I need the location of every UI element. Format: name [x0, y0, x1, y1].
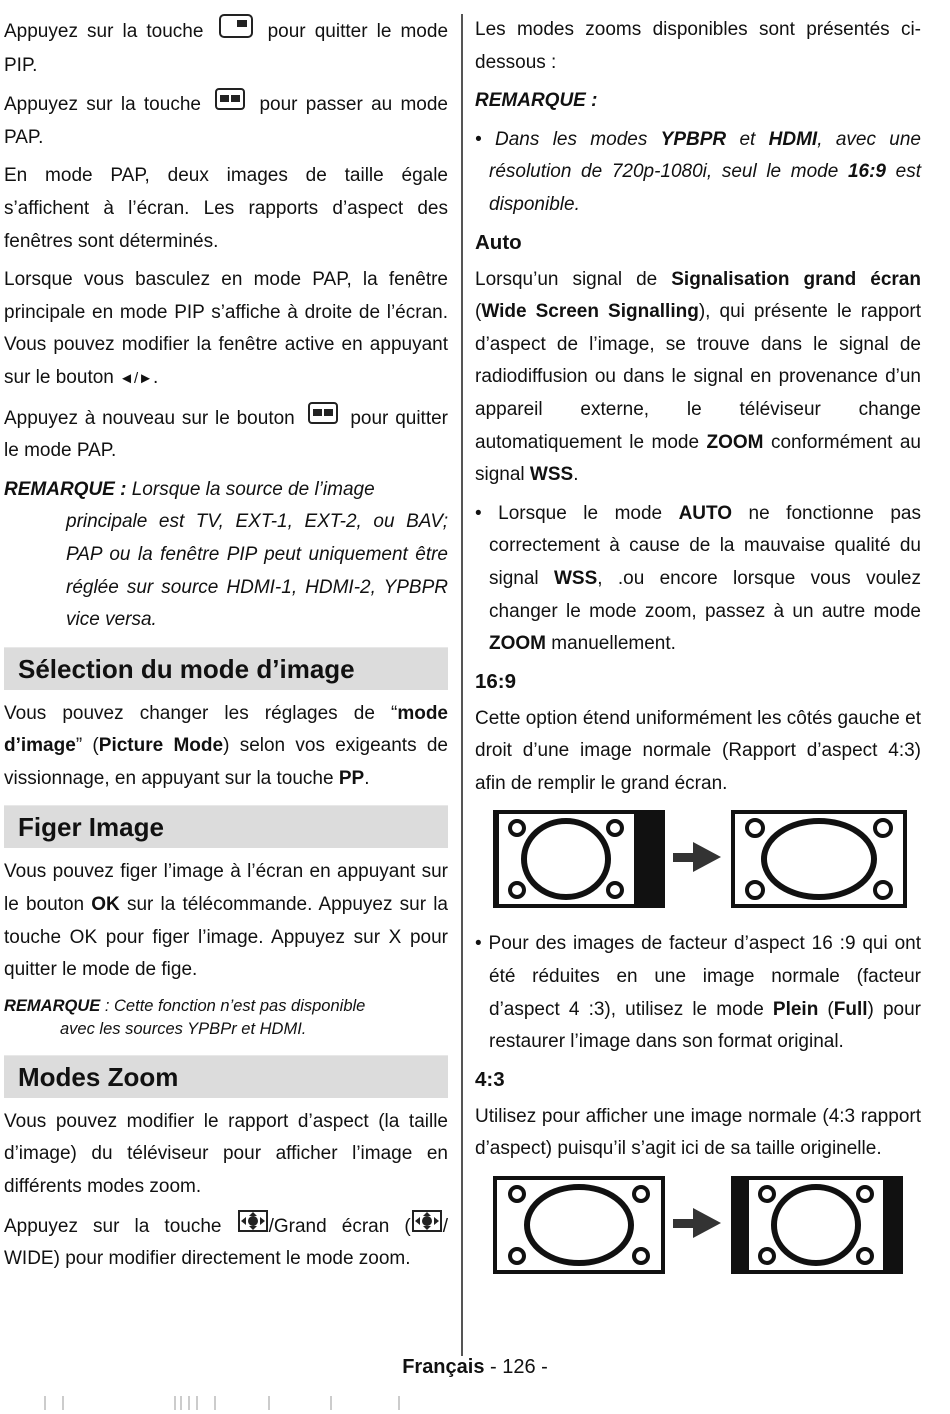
left-right-arrows-icon: ◄/►	[119, 369, 154, 387]
pap-paragraph: Appuyez sur la touche pour passer au mode PAP.	[4, 88, 448, 154]
right-column	[475, 14, 921, 1294]
section-heading-picture-mode: Sélection du mode d’image	[4, 647, 448, 690]
pap-remark: REMARQUE : Lorsque la source de l’image principale est TV, EXT-1, EXT-2, ou BAV; PAP ou la fenêtre PIP peut uniquement être réglée sur source HDMI-1, HDMI-2, YPBPR vice versa.	[4, 478, 448, 631]
picture-mode-paragraph: Vous pouvez changer les réglages de “mode d’image” (Picture Mode) selon vos exigeants de vissionnage, en appuyant sur la touche PP.	[4, 702, 448, 789]
zoom-4-3-illustration	[493, 1176, 921, 1276]
zoom-intro: Les modes zooms disponibles sont présentés ci-dessous :	[475, 19, 921, 73]
pap-button-icon	[215, 88, 245, 122]
zoom-remark-bullet: • Dans les modes YPBPR et HDMI, avec une résolution de 720p-1080i, seul le mode 16:9 est disponible.	[475, 128, 921, 215]
pap-button-icon	[308, 402, 338, 436]
section-heading-zoom: Modes Zoom	[4, 1055, 448, 1098]
column-divider	[461, 14, 463, 1356]
section-heading-freeze: Figer Image	[4, 805, 448, 848]
wide-button-icon	[412, 1210, 442, 1244]
pap-exit-paragraph: Appuyez à nouveau sur le bouton pour quitter le mode PAP.	[4, 402, 448, 468]
zoom-16-9-illustration	[493, 810, 921, 910]
pip-button-icon	[219, 14, 253, 50]
zoom-button-paragraph: Appuyez sur la touche /Grand écran ( / WIDE) pour modifier directement le mode zoom.	[4, 1210, 448, 1276]
auto-paragraph: Lorsqu’un signal de Signalisation grand écran (Wide Screen Signalling), qui présente le rapport d’aspect de l’image, se trouve dans le signal de radiodiffusion ou dans le signal en provenance d’un appareil externe, le téléviseur change automatiquement le mode ZOOM conformément au signal WSS.	[475, 268, 922, 486]
4-3-paragraph: Utilisez pour afficher une image normale (4:3 rapport d’aspect) puisqu’il s’agit ici de sa taille originelle.	[475, 1105, 921, 1160]
auto-bullet: • Lorsque le mode AUTO ne fonctionne pas correctement à cause de la mauvaise qualité du signal WSS, .ou encore lorsque vous voulez changer le mode zoom, passez à un autre mode ZOOM manuellement.	[475, 502, 921, 655]
subheading-4-3: 4:3	[475, 1067, 505, 1091]
subheading-auto: Auto	[475, 230, 522, 254]
left-column	[4, 14, 448, 1282]
16-9-paragraph: Cette option étend uniformément les côtés gauche et droit d’une image normale (Rapport d’aspect 4:3) afin de remplir le grand écran.	[475, 707, 921, 794]
subheading-16-9: 16:9	[475, 669, 517, 693]
freeze-remark: REMARQUE : Cette fonction n’est pas disponible avec les sources YPBPr et HDMI.	[4, 996, 366, 1038]
scan-edge-marks	[0, 1396, 950, 1412]
wide-button-icon	[238, 1210, 268, 1244]
pap-switch-paragraph: Lorsque vous basculez en mode PAP, la fenêtre principale en mode PIP s’affiche à droite de l’écran. Vous pouvez modifier la fenêtre active en appuyant sur le bouton ◄/►.	[4, 269, 448, 388]
freeze-paragraph: Vous pouvez figer l’image à l’écran en appuyant sur le bouton OK sur la télécommande. Appuyez sur la touche OK pour figer l’image. Appuyez sur X pour quitter le mode de fige.	[4, 861, 448, 981]
page-footer: Français - 126 -	[402, 1356, 548, 1378]
pip-paragraph: Appuyez sur la touche pour quitter le mode PIP.	[4, 14, 448, 82]
pap-description: En mode PAP, deux images de taille égale s’affichent à l’écran. Les rapports d’aspect des fenêtres sont déterminés.	[4, 165, 448, 252]
zoom-remark-label: REMARQUE :	[475, 90, 598, 112]
full-mode-bullet: • Pour des images de facteur d’aspect 16 :9 qui ont été réduites en une image normale (facteur d’aspect 4 :3), utilisez le mode Plein (Full) pour restaurer l’image dans son format original.	[475, 933, 922, 1053]
zoom-paragraph: Vous pouvez modifier le rapport d’aspect (la taille d’image) du téléviseur pour afficher l’image en différents modes zoom.	[4, 1110, 448, 1198]
